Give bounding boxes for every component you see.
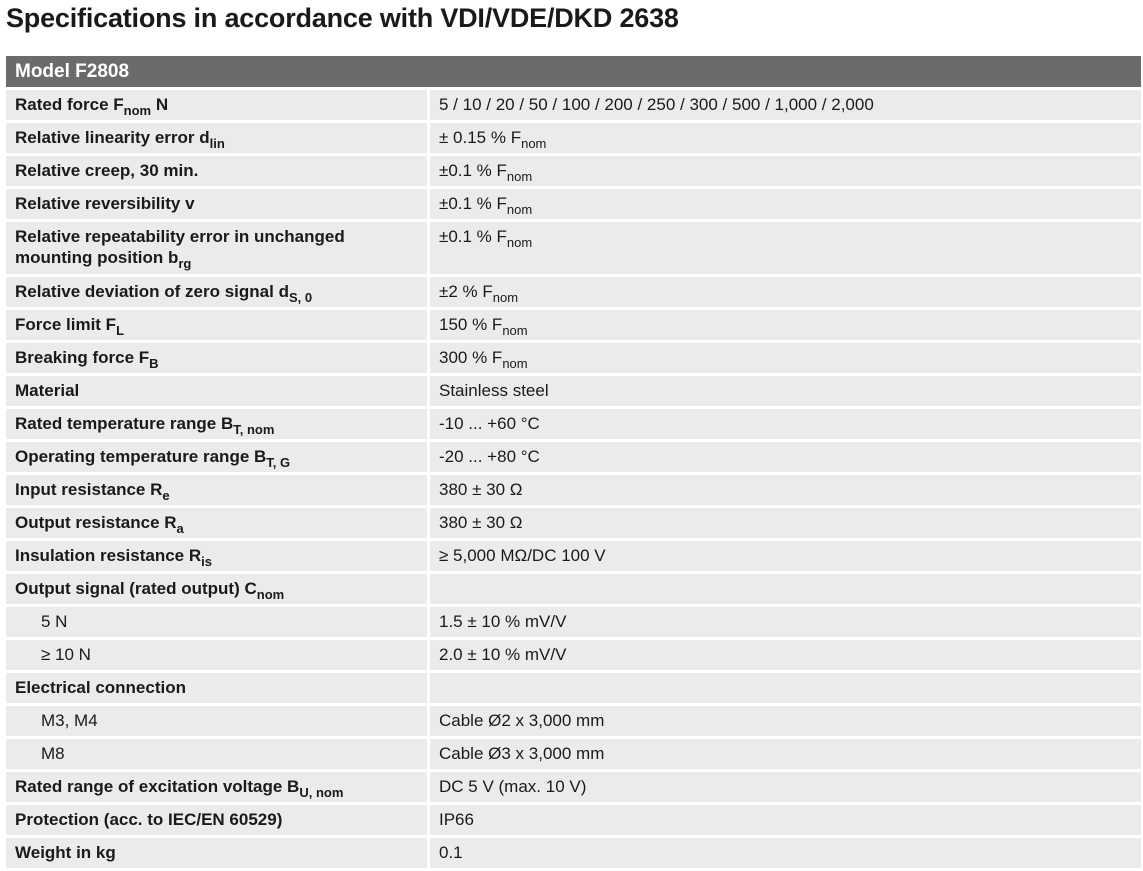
spec-row-reversibility [6, 189, 1141, 219]
spec-value: 380 ± 30 Ω [430, 508, 1141, 538]
spec-value: ±0.1 % $F_{nom}$ [430, 156, 1141, 186]
model-header-row [6, 56, 1141, 87]
spec-value: 380 ± 30 Ω [430, 475, 1141, 505]
spec-row-material [6, 376, 1141, 406]
spec-label: M3, M4 [6, 706, 430, 736]
spec-value: Stainless steel [430, 376, 1141, 406]
spec-row-rated-temperature [6, 409, 1141, 439]
spec-label: Material [6, 376, 430, 406]
spec-value: 1.5 ± 10 % mV/V [430, 607, 1141, 637]
spec-label: Relative linearity error $d_{lin}$ [6, 123, 430, 153]
spec-value: 150 % $F_{nom}$ [430, 310, 1141, 340]
spec-label: Operating temperature range $B_{T, G}$ [6, 442, 430, 472]
spec-value: 300 % $F_{nom}$ [430, 343, 1141, 373]
spec-label: Breaking force $F_B$ [6, 343, 430, 373]
spec-row-excitation-voltage [6, 772, 1141, 802]
spec-label: Relative creep, 30 min. [6, 156, 430, 186]
spec-label: Electrical connection [6, 673, 430, 703]
spec-label: Rated range of excitation voltage $B_{U, nom}$ [6, 772, 430, 802]
spec-row-creep [6, 156, 1141, 186]
spec-row-rated-force [6, 90, 1141, 120]
page-title: Specifications in accordance with VDI/VDE/DKD 2638 [6, 3, 679, 33]
spec-value: IP66 [430, 805, 1141, 835]
spec-value: DC 5 V (max. 10 V) [430, 772, 1141, 802]
spec-row-force-limit [6, 310, 1141, 340]
spec-label: Protection (acc. to IEC/EN 60529) [6, 805, 430, 835]
spec-label: M8 [6, 739, 430, 769]
spec-label: Output signal (rated output) $C_{nom}$ [6, 574, 430, 604]
spec-value [430, 574, 1141, 604]
spec-value: ≥ 5,000 MΩ/DC 100 V [430, 541, 1141, 571]
spec-value: 5 / 10 / 20 / 50 / 100 / 200 / 250 / 300 / 500 / 1,000 / 2,000 [430, 90, 1141, 120]
spec-value: ±2 % $F_{nom}$ [430, 277, 1141, 307]
spec-row-connection-m3-m4 [6, 706, 1141, 736]
spec-row-linearity-error [6, 123, 1141, 153]
spec-label: 5 N [6, 607, 430, 637]
spec-row-connection-m8 [6, 739, 1141, 769]
spec-row-insulation-resistance [6, 541, 1141, 571]
model-header: Model F2808 [6, 56, 1141, 87]
spec-row-input-resistance [6, 475, 1141, 505]
spec-row-protection [6, 805, 1141, 835]
spec-value: ± 0.15 % $F_{nom}$ [430, 123, 1141, 153]
spec-label: Relative repeatability error in unchanged mounting position $b_{rg}$ [6, 222, 430, 274]
specifications-table [6, 53, 1141, 871]
spec-value: -20 ... +80 °C [430, 442, 1141, 472]
spec-value [430, 673, 1141, 703]
spec-row-output-signal-10n [6, 640, 1141, 670]
spec-value: ±0.1 % $F_{nom}$ [430, 189, 1141, 219]
spec-label: Relative deviation of zero signal $d_{S, 0}$ [6, 277, 430, 307]
spec-value: ±0.1 % $F_{nom}$ [430, 222, 1141, 274]
spec-value: 0.1 [430, 838, 1141, 868]
spec-value: 2.0 ± 10 % mV/V [430, 640, 1141, 670]
spec-row-repeatability [6, 222, 1141, 274]
spec-label: Weight in kg [6, 838, 430, 868]
spec-value: Cable Ø2 x 3,000 mm [430, 706, 1141, 736]
spec-row-operating-temperature [6, 442, 1141, 472]
spec-row-breaking-force [6, 343, 1141, 373]
spec-value: Cable Ø3 x 3,000 mm [430, 739, 1141, 769]
spec-label: Rated temperature range $B_{T, nom}$ [6, 409, 430, 439]
spec-value: -10 ... +60 °C [430, 409, 1141, 439]
spec-row-output-signal-5n [6, 607, 1141, 637]
spec-label: Relative reversibility v [6, 189, 430, 219]
spec-row-output-signal [6, 574, 1141, 604]
spec-label: Output resistance $R_a$ [6, 508, 430, 538]
spec-label: ≥ 10 N [6, 640, 430, 670]
spec-row-output-resistance [6, 508, 1141, 538]
spec-label: Rated force $F_{nom}$ N [6, 90, 430, 120]
spec-row-electrical-connection [6, 673, 1141, 703]
spec-label: Input resistance $R_e$ [6, 475, 430, 505]
spec-label: Insulation resistance $R_{is}$ [6, 541, 430, 571]
spec-row-zero-signal-deviation [6, 277, 1141, 307]
spec-label: Force limit $F_L$ [6, 310, 430, 340]
